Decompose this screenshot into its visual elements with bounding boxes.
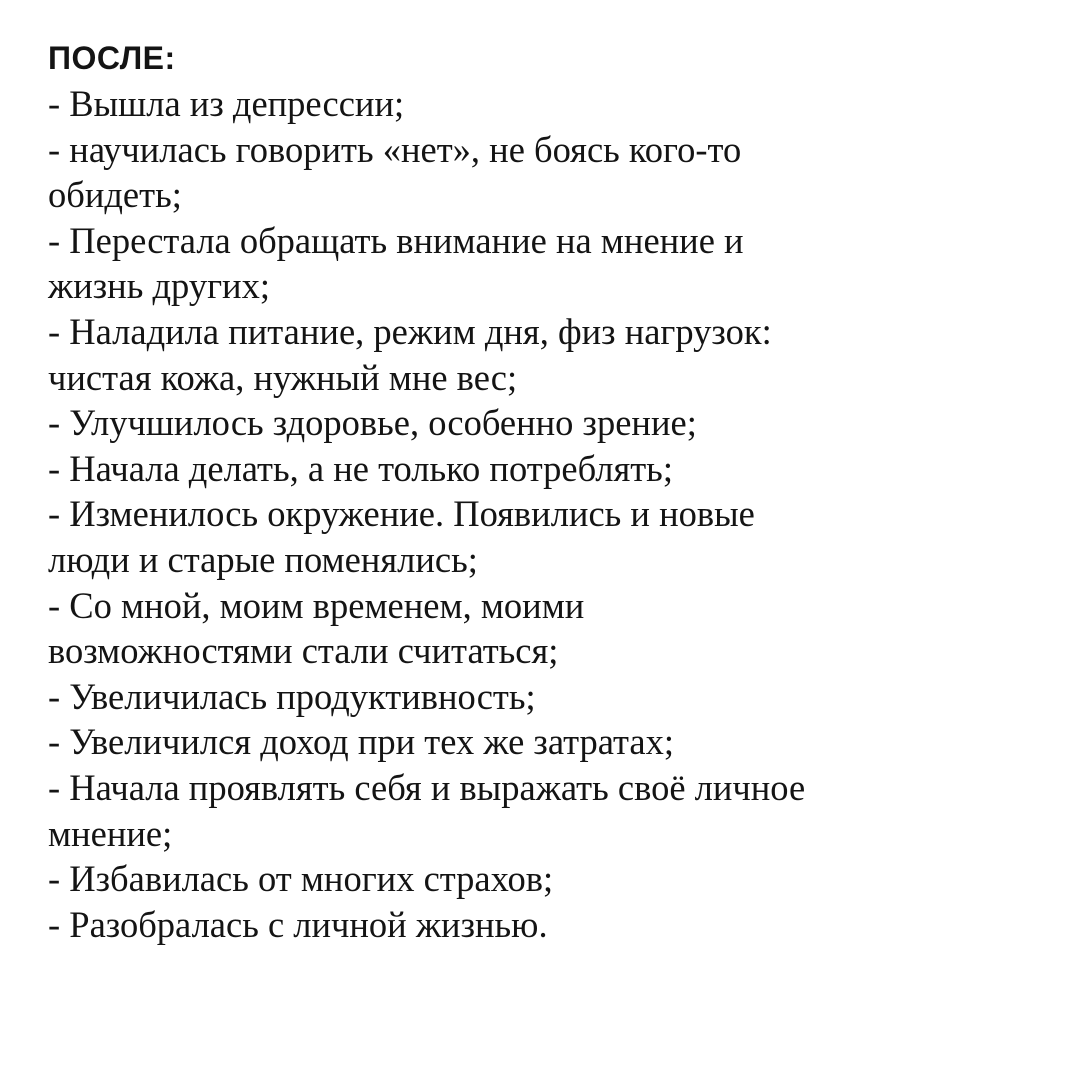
text-line: - Изменилось окружение. Появились и новые — [48, 493, 755, 535]
text-line: - Вышла из депрессии; — [48, 83, 405, 124]
achievements-list — [48, 81, 1048, 947]
text-line: мнение; — [48, 812, 173, 854]
text-line: - Начала делать, а не только потреблять; — [48, 447, 673, 489]
text-line: - Начала проявлять себя и выражать своё личное — [48, 766, 806, 808]
text-line: - Со мной, моим временем, моими — [48, 584, 585, 626]
text-line: - Улучшилось здоровье, особенно зрение; — [48, 402, 697, 444]
text-line: - Увеличилась продуктивность; — [48, 675, 536, 717]
text-line: - Увеличился доход при тех же затратах; — [48, 721, 674, 763]
text-line: жизнь других; — [48, 265, 270, 307]
text-line: чистая кожа, нужный мне вес; — [48, 356, 518, 398]
text-line: возможностями стали считаться; — [48, 630, 559, 672]
text-line: обидеть; — [48, 174, 182, 216]
text-line: - Наладила питание, режим дня, физ нагрузок: — [48, 310, 772, 352]
text-document — [48, 36, 1048, 947]
text-line: - Разобралась с личной жизнью. — [48, 903, 548, 945]
text-line: - Перестала обращать внимание на мнение и — [48, 219, 744, 261]
text-line: - Избавилась от многих страхов; — [48, 858, 554, 900]
text-line: люди и старые поменялись; — [48, 538, 478, 580]
text-line: - научилась говорить «нет», не боясь кого-то — [48, 128, 742, 170]
heading-title: ПОСЛЕ: — [48, 40, 176, 76]
